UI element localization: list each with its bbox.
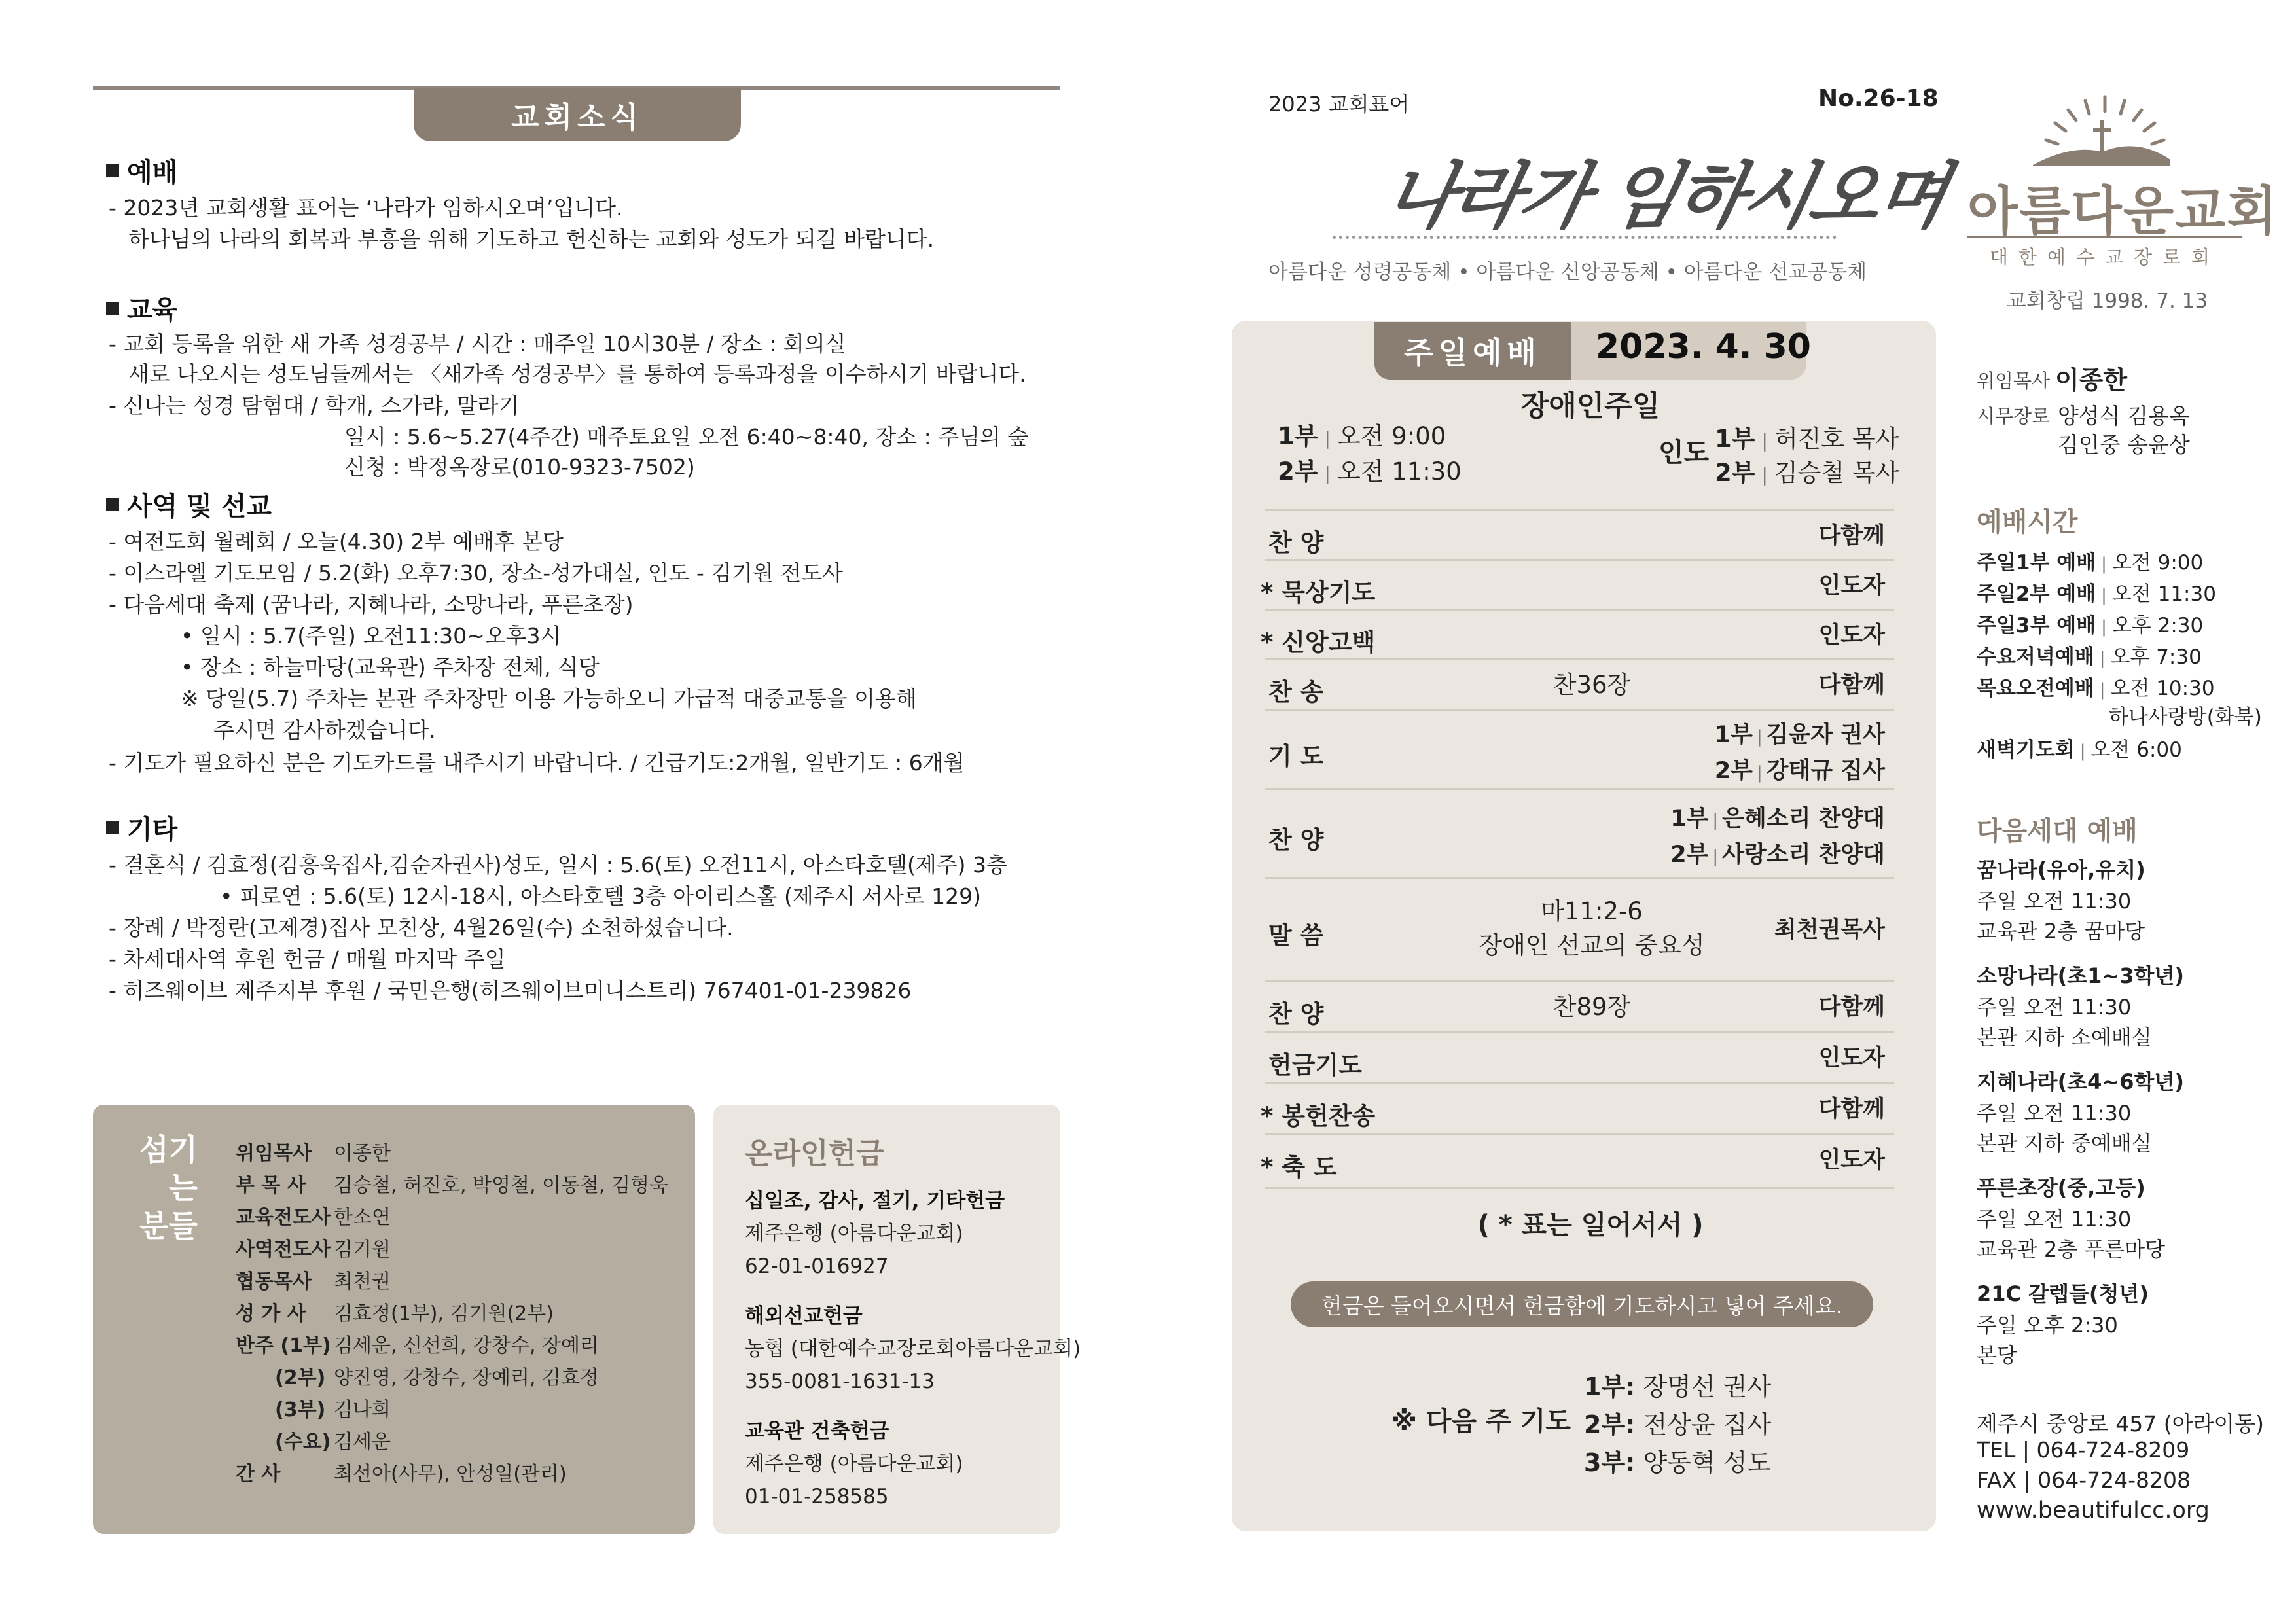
founded-date: 교회창립 1998. 7. 13 bbox=[2007, 289, 2208, 313]
giving-block: 십일조, 감사, 절기, 기타헌금 제주은행 (아름다운교회) 62-01-016927 bbox=[745, 1189, 1005, 1278]
order-divider bbox=[1265, 1187, 1894, 1189]
server-row: (3부) 김나희 bbox=[275, 1398, 391, 1421]
news-line: • 장소 : 하늘마당(교육관) 주차장 전체, 식당 bbox=[181, 654, 600, 680]
worship-date: 2023. 4. 30 bbox=[1596, 327, 1811, 366]
pastor-label: 위임목사 bbox=[1977, 370, 2051, 392]
server-row: 간 사 최선아(사무), 안성일(관리) bbox=[236, 1462, 567, 1486]
news-line: 하나님의 나라의 회복과 부흥을 위해 기도하고 헌신하는 교회와 성도가 되길 바랍니다. bbox=[128, 226, 935, 252]
order-row: 헌금기도 인도자 bbox=[1265, 1031, 1894, 1082]
server-row: 협동목사 최천권 bbox=[236, 1270, 391, 1293]
issue-number: No.26-18 bbox=[1818, 85, 1939, 112]
square-bullet-icon bbox=[106, 498, 119, 511]
communities-line: 아름다운 성령공동체 • 아름다운 신앙공동체 • 아름다운 선교공동체 bbox=[1268, 260, 1867, 284]
news-line: - 결혼식 / 김효정(김흥욱집사,김순자권사)성도, 일시 : 5.6(토) 오전11시, 아스타호텔(제주) 3층 bbox=[109, 852, 1007, 878]
news-line: - 차세대사역 후원 헌금 / 매월 마지막 주일 bbox=[109, 946, 506, 972]
order-row: 찬 양 찬89장 다함께 bbox=[1265, 980, 1894, 1031]
order-row: * 신앙고백 인도자 bbox=[1265, 609, 1894, 658]
next-prayer-label: ※ 다음 주 기도 bbox=[1391, 1406, 1571, 1436]
elders-names: 김인중 송윤상 bbox=[2058, 432, 2190, 457]
news-line: 신청 : 박정옥장로(010-9323-7502) bbox=[344, 454, 695, 480]
theme-year-label: 2023 교회표어 bbox=[1268, 92, 1410, 116]
giving-block: 해외선교헌금 농협 (대한예수교장로회아름다운교회) 355-0081-1631-13 bbox=[745, 1304, 1081, 1393]
section-heading-other: 기타 bbox=[106, 809, 177, 846]
news-line: - 히즈웨이브 제주지부 후원 / 국민은행(히즈웨이브미니스트리) 767401-01-239826 bbox=[109, 978, 912, 1003]
server-row: (2부) 양진영, 강창수, 장예리, 김효정 bbox=[275, 1366, 599, 1389]
next-prayer-row: 1부: 장명선 권사 bbox=[1584, 1372, 1772, 1401]
square-bullet-icon bbox=[106, 821, 119, 834]
nextgen-time: 주일 오전 11:30 bbox=[1977, 1101, 2132, 1126]
dotted-divider bbox=[1333, 236, 1837, 239]
news-line: 새로 나오시는 성도님들께서는 〈새가족 성경공부〉를 통하여 등록과정을 이수하시기 바랍니다. bbox=[128, 361, 1026, 387]
next-prayer-row: 3부: 양동혁 성도 bbox=[1584, 1448, 1772, 1477]
section-heading-ministry: 사역 및 선교 bbox=[106, 486, 272, 523]
church-address: 제주시 중앙로 457 (아라이동) bbox=[1977, 1411, 2264, 1436]
nextgen-place: 본당 bbox=[1977, 1343, 2017, 1368]
news-line: - 장례 / 박정란(고제경)집사 모친상, 4월26일(수) 소천하셨습니다. bbox=[109, 915, 734, 940]
service-time-row: 주일2부 예배 | 오전 11:30 bbox=[1977, 582, 2216, 606]
church-tel: TEL | 064-724-8209 bbox=[1977, 1437, 2190, 1463]
news-line: 주시면 감사하겠습니다. bbox=[213, 717, 436, 743]
news-line: - 여전도회 월례회 / 오늘(4.30) 2부 예배후 본당 bbox=[109, 529, 564, 554]
order-row: 말 씀 마11:2-6 장애인 선교의 중요성 최천권목사 bbox=[1265, 877, 1894, 980]
service-times-title: 예배시간 bbox=[1977, 507, 2078, 537]
order-row: * 봉헌찬송 다함께 bbox=[1265, 1082, 1894, 1133]
nextgen-name: 꿈나라(유아,유치) bbox=[1977, 857, 2145, 882]
news-line: 일시 : 5.6~5.27(4주간) 매주토요일 오전 6:40~8:40, 장소 : 주님의 숲 bbox=[344, 424, 1029, 450]
service-leader: 2부 | 김승철 목사 bbox=[1715, 459, 1899, 487]
servers-box bbox=[93, 1105, 695, 1534]
order-row: * 축 도 인도자 bbox=[1265, 1133, 1894, 1187]
service-time-row: 새벽기도회 | 오전 6:00 bbox=[1977, 738, 2182, 762]
elders-names: 양성식 김용옥 bbox=[2058, 403, 2190, 429]
news-line: - 2023년 교회생활 표어는 ‘나라가 임하시오며’입니다. bbox=[109, 195, 623, 221]
elders-label: 시무장로 bbox=[1977, 405, 2051, 427]
news-line: ※ 당일(5.7) 주차는 본관 주차장만 이용 가능하오니 가급적 대중교통을 이용해 bbox=[181, 686, 917, 711]
server-row: 부 목 사 김승철, 허진호, 박영철, 이동철, 김형욱 bbox=[236, 1173, 668, 1197]
service-time-row: 하나사랑방(화북) bbox=[2109, 705, 2262, 729]
church-name: 아름다운교회 bbox=[1967, 181, 2279, 241]
nextgen-place: 본관 지하 소예배실 bbox=[1977, 1025, 2152, 1050]
news-line: - 기도가 필요하신 분은 기도카드를 내주시기 바랍니다. / 긴급기도:2개월, 일반기도 : 6개월 bbox=[109, 750, 965, 776]
theme-calligraphy: 나라가 임하시오며 bbox=[1377, 154, 1954, 238]
order-row: 기 도 1부 | 김윤자 권사 2부 | 강태규 집사 bbox=[1265, 709, 1894, 788]
nextgen-name: 소망나라(초1~3학년) bbox=[1977, 963, 2184, 988]
news-line: - 다음세대 축제 (꿈나라, 지혜나라, 소망나라, 푸른초장) bbox=[109, 592, 634, 617]
news-title: 교회소식 bbox=[414, 88, 741, 141]
church-website-link[interactable]: www.beautifulcc.org bbox=[1977, 1497, 2210, 1524]
order-row: 찬 양 다함께 bbox=[1265, 509, 1894, 559]
giving-block: 교육관 건축헌금 제주은행 (아름다운교회) 01-01-258585 bbox=[745, 1419, 963, 1508]
nextgen-time: 주일 오전 11:30 bbox=[1977, 995, 2132, 1020]
server-row: 성 가 사 김효정(1부), 김기원(2부) bbox=[236, 1302, 554, 1325]
worship-tab-label: 주일예배 bbox=[1374, 322, 1571, 380]
news-line: - 교회 등록을 위한 새 가족 성경공부 / 시간 : 매주일 10시30분 / 장소 : 회의실 bbox=[109, 331, 846, 357]
sunday-name: 장애인주일 bbox=[1520, 389, 1660, 423]
news-line: - 이스라엘 기도모임 / 5.2(화) 오후7:30, 장소-성가대실, 인도 - 김기원 전도사 bbox=[109, 560, 844, 586]
nextgen-place: 본관 지하 중예배실 bbox=[1977, 1131, 2152, 1156]
nextgen-name: 푸른초장(중,고등) bbox=[1977, 1175, 2145, 1200]
server-row: 교육전도사 한소연 bbox=[236, 1205, 391, 1229]
nextgen-time: 주일 오전 11:30 bbox=[1977, 1207, 2132, 1232]
service-time-row: 목요오전예배 | 오전 10:30 bbox=[1977, 677, 2215, 700]
order-row: 찬 양 1부 | 은혜소리 찬양대 2부 | 사랑소리 찬양대 bbox=[1265, 788, 1894, 877]
order-row: * 묵상기도 인도자 bbox=[1265, 559, 1894, 609]
servers-title: 섬기는 분들 bbox=[139, 1132, 198, 1243]
section-heading-worship: 예배 bbox=[106, 152, 177, 189]
stand-note: ( * 표는 일어서서 ) bbox=[1477, 1210, 1704, 1240]
nextgen-name: 21C 갈렙들(청년) bbox=[1977, 1281, 2149, 1306]
nextgen-time: 주일 오전 11:30 bbox=[1977, 889, 2132, 914]
offering-note: 헌금은 들어오시면서 헌금함에 기도하시고 넣어 주세요. bbox=[1291, 1281, 1873, 1327]
news-line: - 신나는 성경 탐험대 / 학개, 스가랴, 말라기 bbox=[109, 393, 520, 418]
service-leader: 1부 | 허진호 목사 bbox=[1715, 425, 1899, 453]
leader-label: 인도 bbox=[1659, 438, 1710, 468]
service-time-row: 주일1부 예배 | 오전 9:00 bbox=[1977, 551, 2204, 575]
square-bullet-icon bbox=[106, 164, 119, 177]
servers-list bbox=[236, 1135, 668, 1488]
server-row: (수요) 김세운 bbox=[275, 1430, 391, 1454]
service-time-row: 수요저녁예배 | 오후 7:30 bbox=[1977, 645, 2202, 669]
square-bullet-icon bbox=[106, 302, 119, 315]
nextgen-place: 교육관 2층 푸른마당 bbox=[1977, 1237, 2165, 1262]
nextgen-title: 다음세대 예배 bbox=[1977, 816, 2138, 846]
order-row: 찬 송 찬36장 다함께 bbox=[1265, 658, 1894, 709]
online-giving-title: 온라인헌금 bbox=[745, 1137, 884, 1170]
church-fax: FAX | 064-724-8208 bbox=[1977, 1467, 2191, 1493]
section-heading-education: 교육 bbox=[106, 289, 177, 327]
service-time: 2부 | 오전 11:30 bbox=[1278, 457, 1462, 486]
service-time: 1부 | 오전 9:00 bbox=[1278, 422, 1446, 450]
nextgen-time: 주일 오후 2:30 bbox=[1977, 1313, 2118, 1338]
service-time-row: 주일3부 예배 | 오후 2:30 bbox=[1977, 614, 2204, 637]
server-row: 반주 (1부) 김세운, 신선희, 강창수, 장예리 bbox=[236, 1334, 599, 1357]
next-prayer-row: 2부: 전상윤 집사 bbox=[1584, 1410, 1772, 1439]
nextgen-name: 지혜나라(초4~6학년) bbox=[1977, 1069, 2184, 1094]
news-line: • 일시 : 5.7(주일) 오전11:30~오후3시 bbox=[181, 623, 562, 649]
denomination: 대한예수교장로회 bbox=[1967, 236, 2242, 270]
pastor-name: 이종한 bbox=[2055, 366, 2128, 395]
nextgen-place: 교육관 2층 꿈마당 bbox=[1977, 919, 2145, 944]
news-line: • 피로연 : 5.6(토) 12시-18시, 아스타호텔 3층 아이리스홀 (제주시 서사로 129) bbox=[220, 883, 982, 909]
server-row: 사역전도사 김기원 bbox=[236, 1238, 391, 1261]
online-giving-box bbox=[713, 1105, 1081, 1534]
server-row: 위임목사 이종한 bbox=[236, 1141, 391, 1165]
